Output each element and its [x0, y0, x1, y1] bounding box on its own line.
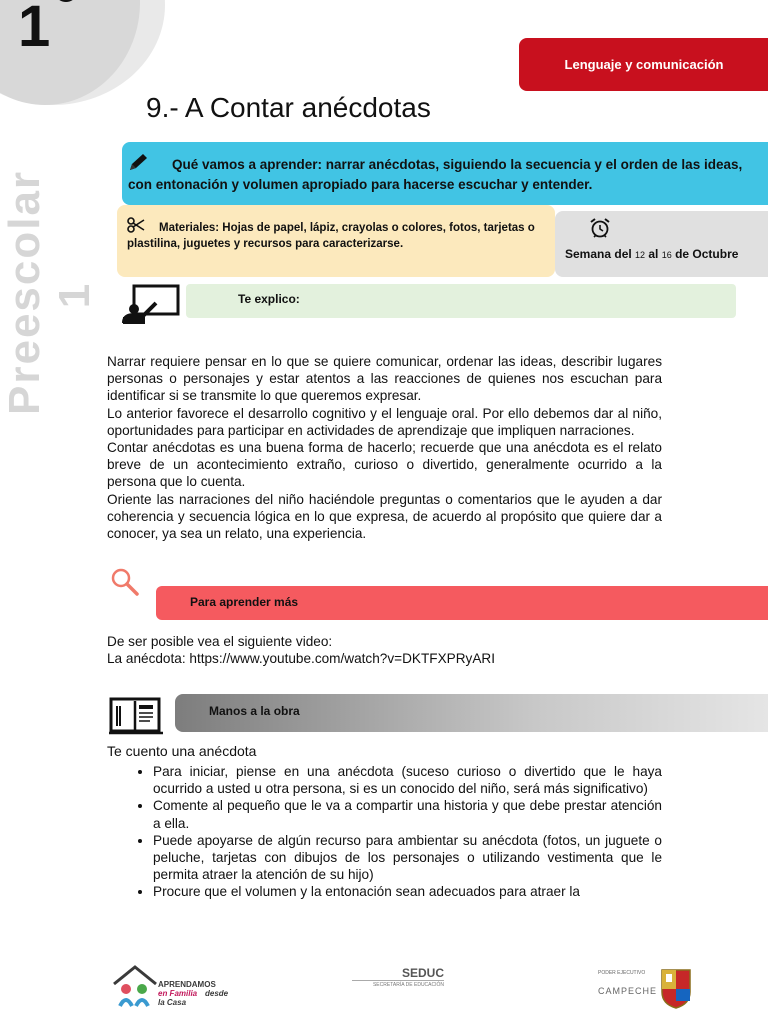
te-explico-bar: Te explico: — [186, 284, 736, 318]
teacher-board-icon — [120, 283, 182, 330]
learning-goal-box — [122, 142, 768, 205]
vertical-level-label: Preescolar 1 — [0, 169, 99, 415]
explanation-paragraph: Contar anécdotas es una buena forma de hacerlo; recuerde que una anécdota es el relato breve de un acontecimiento extraño, curioso o divertido, generalmente ocurrido a la persona que lo cuenta. — [107, 440, 662, 490]
scissors-icon — [127, 217, 145, 237]
book-icon — [108, 696, 164, 741]
list-item: • Comente al pequeño que le va a compartir una historia y que debe prestar atención a ella. — [153, 797, 662, 831]
week-middle: al — [645, 247, 662, 261]
list-item: • Para iniciar, piense en una anécdota (suceso curioso o divertido que le haya ocurrido a usted u otra persona, si es un conocido del niño, será más significativo) — [153, 763, 662, 797]
materials-text: Materiales: Hojas de papel, lápiz, crayolas o colores, fotos, tarjetas o plastilina, juguetes y recursos para caracterizarse. — [127, 222, 535, 250]
campeche-logo — [598, 966, 698, 1010]
explanation-paragraph: Narrar requiere pensar en lo que se quiere comunicar, ordenar las ideas, describir lugares personas o personajes y estar atentos a las reacciones de quienes nos escuchan para identificar si se transmite lo que queremos expresar. — [107, 354, 662, 404]
manos-a-la-obra-bar: Manos a la obra — [175, 694, 768, 732]
video-link[interactable]: La anécdota: https://www.youtube.com/watch?v=DKTFXPRyARI — [107, 651, 495, 667]
week-dates — [565, 247, 768, 261]
materials-box — [117, 205, 555, 277]
learning-goal-text: Qué vamos a aprender: narrar anécdotas, siguiendo la secuencia y el orden de las ideas, con entonación y volumen apropiado para hacerse escuchar y entender. — [128, 157, 743, 192]
para-aprender-mas-bar: Para aprender más — [156, 586, 768, 620]
aprendamos-logo-text-3: desde — [205, 989, 229, 998]
alarm-clock-icon — [589, 217, 768, 241]
aprendamos-logo-text-1: APRENDAMOS — [158, 980, 216, 989]
list-item: • Puede apoyarse de algún recurso para ambientar su anécdota (fotos, un juguete o peluche, tarjetas con dibujos de los personajes o utilizando vestimenta que le permita atraer la atención de su hijo) — [153, 832, 662, 884]
aprendamos-logo — [110, 962, 240, 1012]
seduc-logo — [352, 966, 444, 988]
campeche-shield-icon — [658, 966, 694, 1010]
grade-number: 1 — [18, 0, 51, 59]
campeche-name: CAMPECHE — [598, 986, 658, 996]
activity-list — [107, 763, 662, 901]
aprendamos-logo-text-4: la Casa — [158, 998, 187, 1007]
magnifier-icon — [110, 567, 140, 602]
aprendamos-logo-text-2: en Familia — [158, 989, 198, 998]
subject-badge: Lenguaje y comunicación — [519, 38, 768, 91]
explanation-paragraph: Lo anterior favorece el desarrollo cognitivo y el lenguaje oral. Por ello debemos dar al niño, oportunidades para participar en actividades de aprendizaje que impliquen narraciones. — [107, 405, 662, 438]
week-end: 16 — [661, 250, 672, 260]
activity-subtitle: Te cuento una anécdota — [107, 743, 257, 759]
explanation-paragraph: Oriente las narraciones del niño haciéndole preguntas o comentarios que le ayuden a dar coherencia y secuencia lógica en lo que expresa, de acuerdo al propósito que quiere dar a conocer, ya sea un relato, una experiencia. — [107, 491, 662, 542]
page-title: 9.- A Contar anécdotas — [146, 92, 431, 123]
list-item: • Procure que el volumen y la entonación sean adecuados para atraer la — [153, 883, 662, 900]
week-prefix: Semana del — [565, 247, 636, 261]
campeche-top: PODER EJECUTIVO — [598, 970, 646, 976]
explanation-text — [107, 353, 662, 542]
pencil-icon — [128, 152, 150, 176]
week-box — [555, 211, 768, 277]
seduc-subtitle: SECRETARÍA DE EDUCACIÓN — [352, 980, 444, 988]
week-start: 12 — [635, 250, 646, 260]
seduc-title: SEDUC — [401, 966, 444, 980]
video-intro: De ser posible vea el siguiente video: — [107, 634, 333, 649]
video-reference — [107, 633, 662, 667]
week-suffix: de Octubre — [671, 247, 739, 261]
